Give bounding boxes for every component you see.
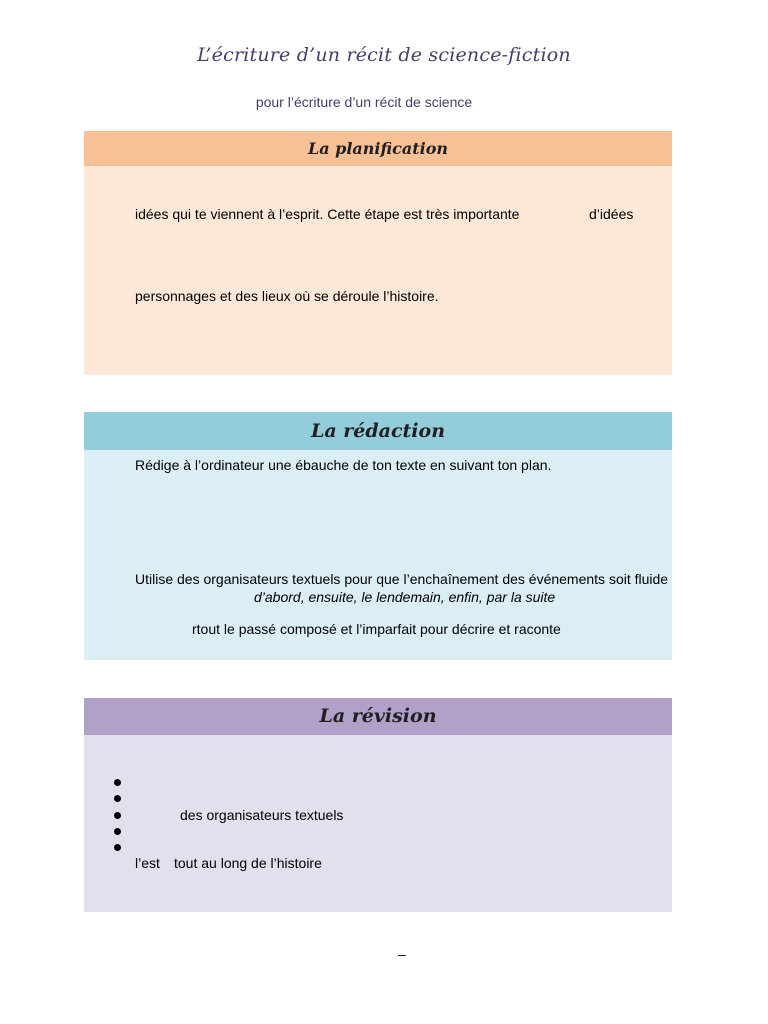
section-body-revision: [84, 735, 672, 912]
revision-last-left: l’est: [135, 855, 160, 871]
page-subtitle: pour l’écriture d’un récit de science: [255, 94, 473, 110]
section-revision: [84, 698, 672, 912]
revision-last-right: tout au long de l’histoire: [174, 855, 322, 871]
bullet-icon: [114, 828, 121, 835]
bullet-icon: [114, 795, 121, 802]
section-body-redaction: [84, 450, 672, 660]
revision-bullet-text: des organisateurs textuels: [180, 807, 344, 823]
bullet-icon: [114, 812, 121, 819]
footer-mark: –: [398, 946, 406, 962]
planification-line2: personnages et des lieux où se déroule l’histoire.: [135, 288, 439, 304]
redaction-line1: Rédige à l’ordinateur une ébauche de ton texte en suivant ton plan.: [135, 457, 552, 473]
section-heading-redaction: La rédaction: [84, 412, 672, 450]
redaction-line2: Utilise des organisateurs textuels pour que l’enchaînement des événements soit fluide: [135, 571, 669, 587]
bullet-icon: [114, 779, 121, 786]
redaction-line3: d’abord, ensuite, le lendemain, enfin, par la suite: [254, 589, 556, 605]
section-heading-planification: La planification: [84, 131, 672, 166]
bullet-icon: [114, 844, 121, 851]
planification-line1-right: d’idées: [589, 206, 634, 222]
section-redaction: [84, 412, 672, 660]
redaction-line4: rtout le passé composé et l’imparfait pour décrire et raconte: [192, 621, 561, 637]
page-title: L’écriture d’un récit de science-fiction: [197, 44, 571, 66]
section-heading-revision: La révision: [84, 698, 672, 735]
section-body-planification: [84, 166, 672, 375]
section-planification: [84, 131, 672, 375]
planification-line1-left: idées qui te viennent à l’esprit. Cette étape est très importante: [135, 206, 520, 222]
